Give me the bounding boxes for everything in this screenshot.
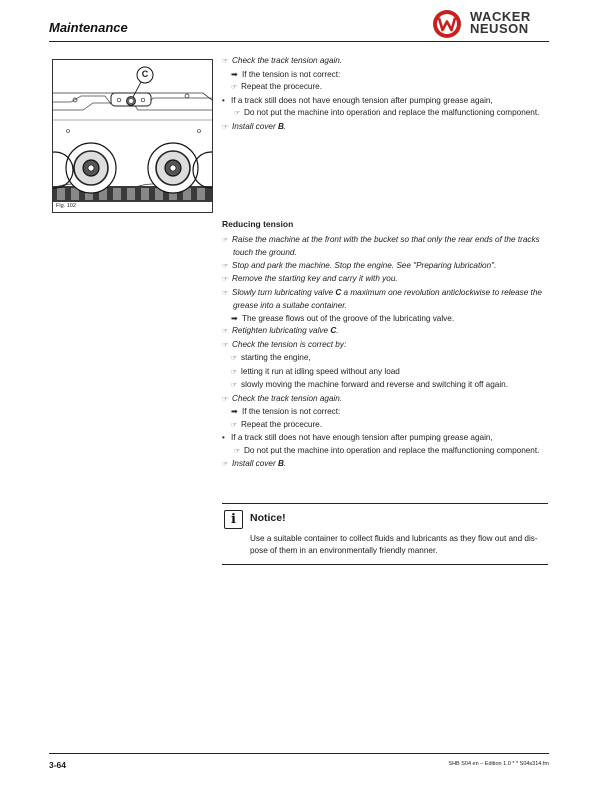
logo-line-1: WACKER bbox=[470, 9, 531, 24]
hand-pointer-icon: ☞ bbox=[222, 236, 229, 244]
hand-pointer-icon: ☞ bbox=[231, 355, 238, 362]
instruction-text: Slowly turn lubricating valve C a maximum one revolution anticlockwise to release the bbox=[232, 287, 542, 297]
hand-pointer-icon: ☞ bbox=[222, 58, 229, 65]
figure-caption: Fig. 102 bbox=[56, 203, 76, 209]
page-title: Maintenance bbox=[49, 20, 128, 35]
instruction-line bbox=[222, 379, 548, 393]
bullet-icon: • bbox=[222, 95, 225, 105]
logo-emblem-icon bbox=[432, 9, 466, 39]
page-number: 3-64 bbox=[49, 760, 67, 770]
hand-pointer-icon: ☞ bbox=[222, 289, 229, 297]
instruction-line bbox=[222, 445, 548, 459]
instruction-line bbox=[222, 432, 548, 445]
track-tension-illustration bbox=[53, 60, 212, 212]
instruction-text: Retighten lubricating valve C. bbox=[232, 326, 339, 335]
notice-title: Notice! bbox=[250, 512, 286, 524]
instruction-line bbox=[222, 55, 548, 69]
instruction-text: Repeat the procecure. bbox=[241, 419, 323, 429]
instruction-line bbox=[222, 339, 548, 353]
instruction-text: The grease flows out of the groove of the lubricating valve. bbox=[242, 313, 455, 323]
notice-body: Use a suitable container to collect fluids and lubricants as they flow out and dis-pose of them in an environmentally friendly manner. bbox=[250, 534, 538, 555]
hand-pointer-icon: ☞ bbox=[222, 461, 229, 468]
instruction-line bbox=[222, 234, 548, 248]
figure-102 bbox=[52, 59, 213, 213]
instruction-line bbox=[222, 287, 548, 301]
instruction-text: Repeat the procecure. bbox=[241, 82, 323, 91]
instruction-text: Check the tension is correct by: bbox=[232, 339, 347, 349]
footer-rule bbox=[49, 753, 549, 754]
instruction-line bbox=[222, 107, 548, 121]
instruction-text: Do not put the machine into operation and replace the malfunctioning component. bbox=[244, 445, 540, 455]
instruction-text: Remove the starting key and carry it with you. bbox=[232, 274, 398, 283]
instruction-text: starting the engine, bbox=[241, 353, 311, 362]
instruction-line bbox=[222, 366, 548, 380]
hand-pointer-icon: ☞ bbox=[222, 123, 229, 131]
instruction-text: If a track still does not have enough tension after pumping grease again, bbox=[231, 433, 493, 442]
top-instruction-block bbox=[222, 55, 548, 134]
instruction-line bbox=[222, 406, 548, 419]
reducing-tension-steps bbox=[222, 234, 548, 472]
document-reference: SHB S04 en – Edition 1.0 * * S04s314.fm bbox=[448, 761, 549, 767]
hand-pointer-icon: ☞ bbox=[231, 84, 238, 91]
instruction-line bbox=[222, 247, 548, 260]
wacker-neuson-logo bbox=[430, 9, 550, 39]
hand-pointer-icon: ☞ bbox=[222, 395, 229, 403]
instruction-line bbox=[222, 325, 548, 339]
instruction-text: letting it run at idling speed without any load bbox=[241, 366, 400, 376]
instruction-text: Install cover B. bbox=[232, 459, 287, 468]
instruction-text: Raise the machine at the front with the bucket so that only the rear ends of the tracks bbox=[232, 234, 540, 244]
section-heading: Reducing tension bbox=[222, 219, 294, 229]
instruction-line bbox=[222, 81, 548, 95]
result-arrow-icon: ➡ bbox=[231, 69, 238, 79]
hand-pointer-icon: ☞ bbox=[231, 421, 238, 429]
instruction-line bbox=[222, 95, 548, 108]
notice-box bbox=[222, 503, 548, 565]
header-rule bbox=[49, 41, 549, 42]
instruction-line bbox=[222, 69, 548, 82]
instruction-text: Do not put the machine into operation and replace the malfunctioning component. bbox=[244, 108, 540, 117]
info-icon: i bbox=[224, 510, 243, 529]
instruction-text: Check the track tension again. bbox=[232, 56, 343, 65]
result-arrow-icon: ➡ bbox=[231, 313, 238, 323]
instruction-text: grease into a suitabe container. bbox=[233, 301, 347, 310]
instruction-text: slowly moving the machine forward and reverse and switching it off again. bbox=[241, 380, 508, 389]
hand-pointer-icon: ☞ bbox=[234, 447, 241, 455]
instruction-line bbox=[222, 273, 548, 287]
figure-label-c: C bbox=[141, 69, 149, 79]
result-arrow-icon: ➡ bbox=[231, 407, 238, 416]
instruction-text: Install cover B. bbox=[232, 121, 287, 131]
instruction-text: If a track still does not have enough tension after pumping grease again, bbox=[231, 95, 493, 105]
instruction-text: If the tension is not correct: bbox=[242, 69, 341, 79]
hand-pointer-icon: ☞ bbox=[222, 262, 229, 270]
instruction-line bbox=[222, 352, 548, 366]
instruction-line bbox=[222, 300, 548, 313]
bullet-icon: • bbox=[222, 433, 225, 442]
hand-pointer-icon: ☞ bbox=[222, 341, 229, 349]
instruction-line bbox=[222, 260, 548, 274]
instruction-text: If the tension is not correct: bbox=[242, 407, 341, 416]
instruction-line bbox=[222, 313, 548, 326]
instruction-line bbox=[222, 121, 548, 135]
hand-pointer-icon: ☞ bbox=[222, 328, 229, 335]
hand-pointer-icon: ☞ bbox=[231, 382, 238, 389]
logo-line-2: NEUSON bbox=[470, 21, 529, 36]
hand-pointer-icon: ☞ bbox=[222, 276, 229, 283]
instruction-text: Stop and park the machine. Stop the engine. See "Preparing lubrication". bbox=[232, 260, 497, 270]
instruction-text: Check the track tension again. bbox=[232, 393, 343, 403]
instruction-line bbox=[222, 419, 548, 433]
hand-pointer-icon: ☞ bbox=[231, 368, 238, 376]
logo-wordmark bbox=[470, 11, 550, 35]
hand-pointer-icon: ☞ bbox=[234, 110, 241, 117]
reducing-tension-section bbox=[222, 218, 548, 472]
instruction-line bbox=[222, 393, 548, 407]
instruction-text: touch the ground. bbox=[233, 248, 297, 257]
instruction-line bbox=[222, 458, 548, 472]
